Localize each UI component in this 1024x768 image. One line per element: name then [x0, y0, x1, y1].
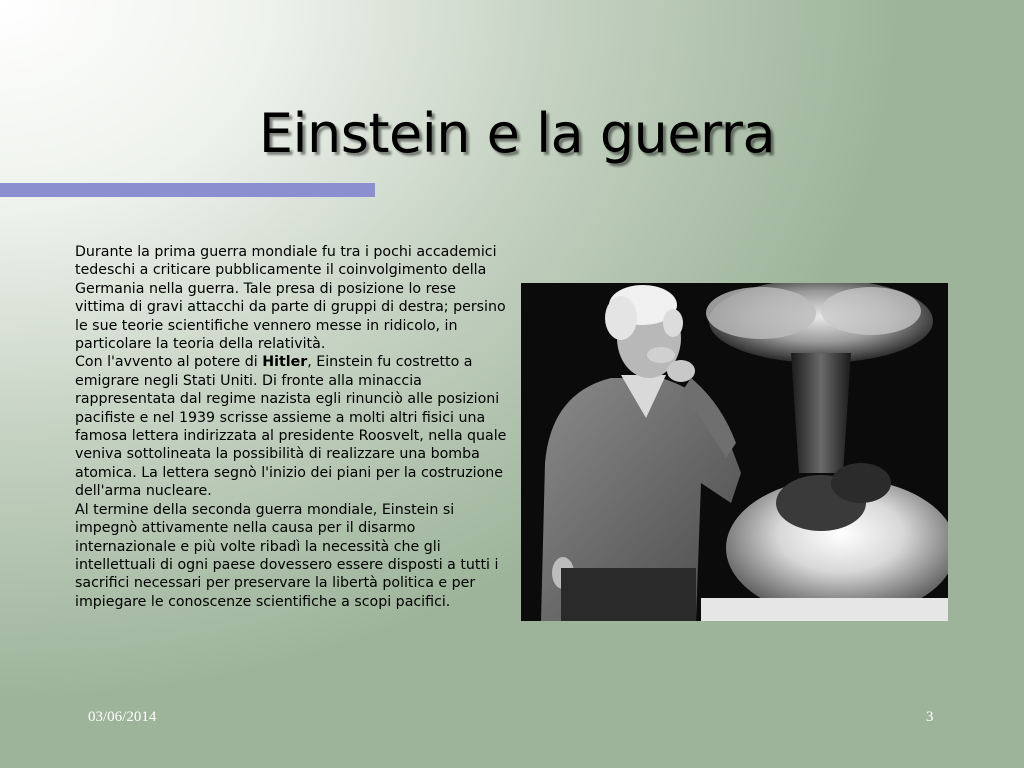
paragraph-emigration	[75, 353, 507, 500]
paragraph-world-war-one: Durante la prima guerra mondiale fu tra i pochi accademici tedeschi a criticare pubblicamente il coinvolgimento della Germania nella guerra. Tale presa di posizione lo rese vittima di gravi attacchi da parte di gruppi di destra; persino le sue teorie scientifiche vennero messe in ridicolo, in particolare la teoria della relatività.	[75, 244, 506, 353]
slide-title: Einstein e la guerra	[258, 102, 776, 165]
paragraph-emigration-start: Con l'avvento al potere di	[75, 354, 263, 371]
title-underline-bar	[0, 183, 375, 197]
einstein-mushroom-cloud-photo	[521, 283, 948, 621]
footer-date: 03/06/2014	[88, 709, 157, 725]
bold-hitler: Hitler	[262, 354, 308, 371]
paragraph-disarmament: Al termine della seconda guerra mondiale, Einstein si impegnò attivamente nella causa per il disarmo internazionale e più volte ribadì la necessità che gli intellettuali di ogni paese dovessero essere disposti a tutti i sacrifici necessari per preservare la libertà politica e per impiegare le conoscenze scientifiche a scopi pacifici.	[75, 501, 499, 610]
slide-body-text	[75, 243, 507, 611]
paragraph-emigration-rest: , Einstein fu costretto a emigrare negli Stati Uniti. Di fronte alla minaccia rappresentata dal regime nazista egli rinunciò alle posizioni pacifiste e nel 1939 scrisse assieme a molti altri fisici una famosa lettera indirizzata al presidente Roosvelt, nella quale veniva sottolineata la possibilità di realizzare una bomba atomica. La lettera segnò l'inizio dei piani per la costruzione dell'arma nucleare.	[75, 354, 507, 500]
footer-page-number: 3	[926, 709, 934, 725]
